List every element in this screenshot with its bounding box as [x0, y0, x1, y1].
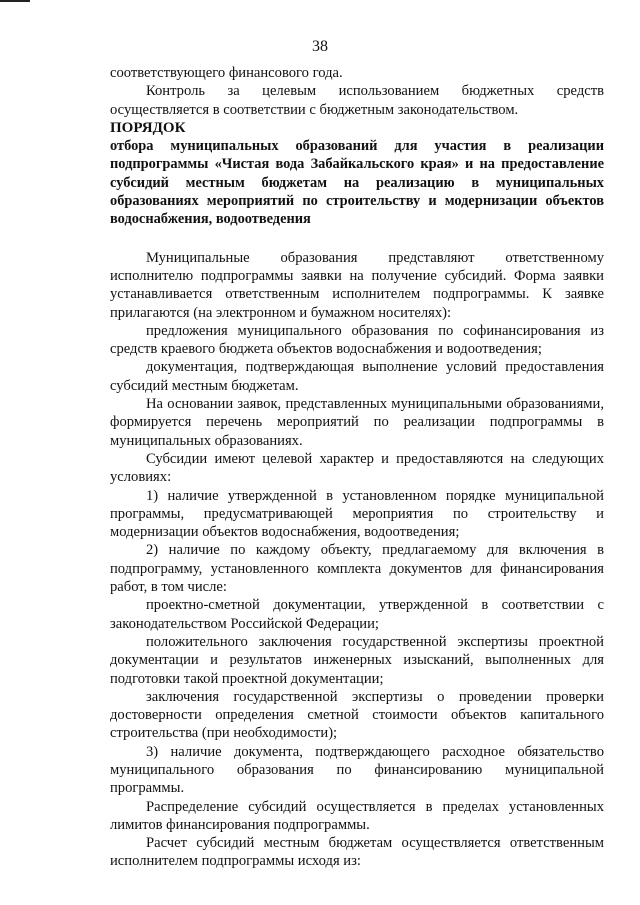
paragraph-conditions: Субсидии имеют целевой характер и предоставляются на следующих условиях: [110, 450, 604, 486]
document-body [110, 64, 604, 871]
control-paragraph: Контроль за целевым использованием бюджетных средств осуществляется в соответствии с бюджетным законодательством. [110, 83, 604, 118]
paragraph-documentation: документация, подтверждающая выполнение условий предоставления субсидий местным бюджетам. [110, 359, 604, 394]
condition-2-design-docs: проектно-сметной документации, утвержденной в соответствии с законодательством Российской Федерации; [110, 597, 604, 632]
condition-3: 3) наличие документа, подтверждающего расходное обязательство муниципального образования по финансированию муниципальной программы. [110, 743, 604, 797]
scan-edge-mark [0, 0, 30, 2]
page-number: 38 [312, 38, 328, 55]
paragraph-applications: Муниципальные образования представляют ответственному исполнителю подпрограммы заявки на получение субсидий. Форма заявки устанавливается ответственным исполнителем подпрограммы. К заявке прилагаются (на электронном и бумажном носителях): [110, 249, 604, 321]
condition-2-cost-check: заключения государственной экспертизы о проведении проверки достоверности определения сметной стоимости объектов капитального строительства (при необходимости); [110, 688, 604, 742]
paragraph-list-formation: На основании заявок, представленных муниципальными образованиями, формируется перечень мероприятий по реализации подпрограммы в муниципальных образованиях. [110, 396, 604, 449]
condition-2-expertise: положительного заключения государственной экспертизы проектной документации и результатов инженерных изысканий, выполненных для подготовки такой проектной документации; [110, 633, 604, 687]
section-subtitle: отбора муниципальных образований для участия в реализации подпрограммы «Чистая вода Забайкальского края» и на предоставление субсидий местным бюджетам на реализацию в муниципальных образованиях мероприятий по строительству и модернизации объектов водоснабжения, водоотведения [110, 138, 604, 228]
paragraph-distribution: Распределение субсидий осуществляется в пределах установленных лимитов финансирования подпрограммы. [110, 798, 604, 833]
paragraph-proposals: предложения муниципального образования по софинансирования из средств краевого бюджета объектов водоснабжения и водоотведения; [110, 322, 604, 358]
condition-2: 2) наличие по каждому объекту, предлагаемому для включения в подпрограмму, установленного комплекта документов для финансирования работ, в том числе: [110, 542, 604, 596]
section-title: ПОРЯДОК [110, 119, 186, 136]
condition-1: 1) наличие утвержденной в установленном порядке муниципальной программы, предусматривающей мероприятия по строительству и модернизации объектов водоснабжения, водоотведения; [110, 487, 604, 541]
intro-line: соответствующего финансового года. [110, 65, 343, 81]
spacer [110, 229, 604, 249]
paragraph-calculation: Расчет субсидий местным бюджетам осуществляется ответственным исполнителем подпрограммы исходя из: [110, 835, 604, 870]
